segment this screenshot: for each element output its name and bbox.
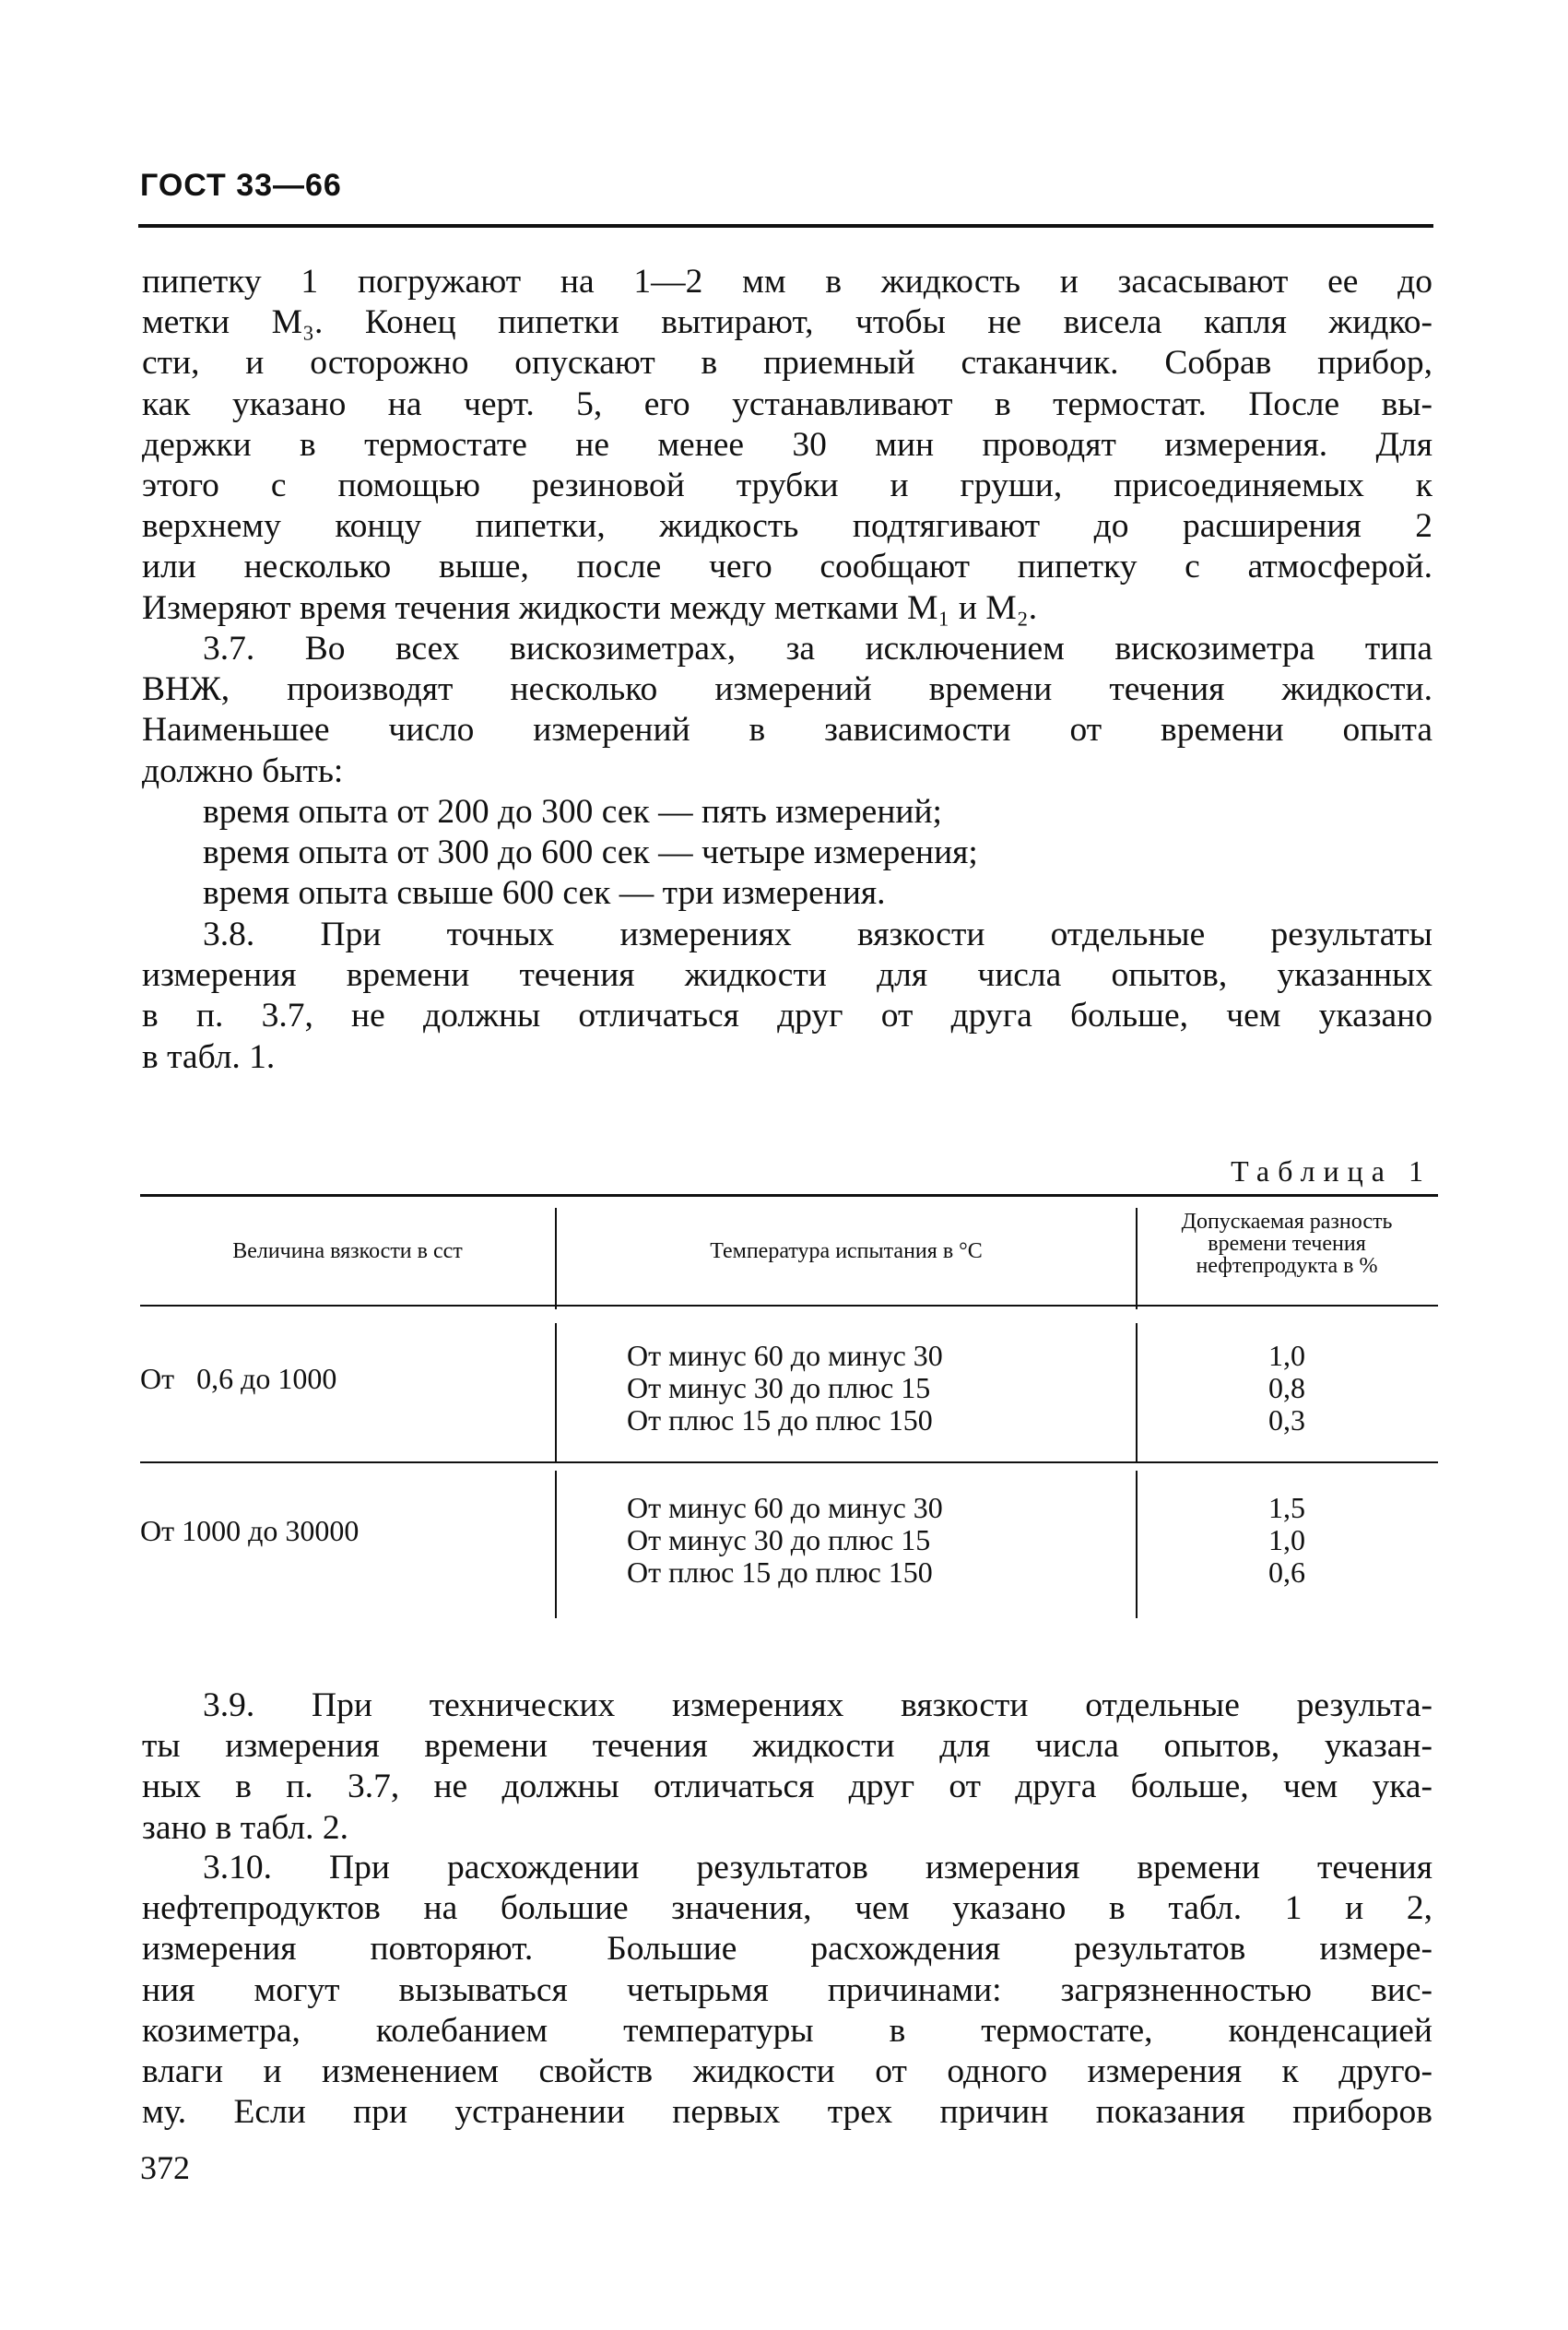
text-line: в п. 3.7, не должны отличаться друг от друга больше, чем указано <box>142 997 1432 1035</box>
list-item: время опыта от 200 до 300 сек — пять измерений; <box>203 792 942 831</box>
temperature-range: От минус 60 до минус 30 <box>627 1339 943 1372</box>
table-cell-temperature <box>627 1492 1125 1589</box>
difference-value: 1,0 <box>1268 1523 1305 1556</box>
table-cell-difference <box>1141 1492 1432 1589</box>
table-cell-viscosity: От 0,6 до 1000 <box>140 1362 337 1395</box>
text-line: метки M₃. Конец пипетки вытирают, чтобы не висела капля жидко- <box>142 303 1432 342</box>
text-line: или несколько выше, после чего сообщают пипетку с атмосферой. <box>142 548 1432 586</box>
table-cell-temperature <box>627 1340 1125 1437</box>
text-line: Наименьшее число измерений в зависимости от времени опыта <box>142 711 1432 750</box>
table-1 <box>140 1194 1438 1627</box>
text-line: в табл. 1. <box>142 1037 276 1076</box>
document-header: ГОСТ 33—66 <box>140 168 342 203</box>
table-vline <box>555 1323 557 1461</box>
header-rule <box>138 224 1433 228</box>
text-line: ВНЖ, производят несколько измерений времени течения жидкости. <box>142 670 1432 709</box>
text-line: этого с помощью резиновой трубки и груши, присоединяемых к <box>142 467 1432 505</box>
text-line: измерения времени течения жидкости для числа опытов, указанных <box>142 956 1432 995</box>
text-line: ты измерения времени течения жидкости для числа опытов, указан- <box>142 1727 1432 1766</box>
difference-value: 1,5 <box>1268 1491 1305 1524</box>
text-line: зано в табл. 2. <box>142 1808 348 1847</box>
list-item: время опыта от 300 до 600 сек — четыре измерения; <box>203 834 978 872</box>
temperature-range: От минус 30 до плюс 15 <box>627 1523 931 1556</box>
table-vline <box>1136 1323 1138 1461</box>
text-line: сти, и осторожно опускают в приемный стаканчик. Собрав прибор, <box>142 344 1432 383</box>
text-line: влаги и изменением свойств жидкости от одного измерения к друго- <box>142 2052 1432 2091</box>
temperature-range: От минус 60 до минус 30 <box>627 1491 943 1524</box>
difference-value: 0,3 <box>1268 1403 1305 1437</box>
section-3-7 <box>142 629 1432 914</box>
temperature-range: От плюс 15 до плюс 150 <box>627 1555 933 1589</box>
text-line: 3.8. При точных измерениях вязкости отдельные результаты <box>203 916 1432 953</box>
text-line: ных в п. 3.7, не должны отличаться друг от друга больше, чем ука- <box>142 1768 1432 1806</box>
text-line: ния могут вызываться четырьмя причинами: загрязненностью вис- <box>142 1970 1432 2009</box>
table-header-difference: Допускаемая разность времени течения нефтепродукта в % <box>1181 1210 1393 1278</box>
table-vline <box>1136 1208 1138 1309</box>
difference-value: 0,8 <box>1268 1371 1305 1404</box>
text-line: измерения повторяют. Большие расхождения результатов измере- <box>142 1930 1432 1969</box>
temperature-range: От плюс 15 до плюс 150 <box>627 1403 933 1437</box>
text-line: 3.9. При технических измерениях вязкости отдельные результа- <box>203 1686 1432 1724</box>
section-3-8 <box>142 915 1432 1078</box>
difference-value: 1,0 <box>1268 1339 1305 1372</box>
table-title: Таблица 1 <box>1231 1154 1432 1188</box>
table-top-rule <box>140 1194 1438 1197</box>
table-vline <box>555 1471 557 1618</box>
paragraph-top <box>142 262 1432 629</box>
table-header-viscosity: Величина вязкости в сст <box>232 1239 463 1263</box>
difference-value: 0,6 <box>1268 1555 1305 1589</box>
temperature-range: От минус 30 до плюс 15 <box>627 1371 931 1404</box>
text-line: 3.10. При расхождении результатов измерения времени течения <box>203 1849 1432 1886</box>
table-header-temperature: Температура испытания в °С <box>710 1239 983 1263</box>
table-cell-difference <box>1141 1340 1432 1437</box>
table-row-rule <box>140 1461 1438 1463</box>
table-vline <box>1136 1471 1138 1618</box>
text-line: пипетку 1 погружают на 1—2 мм в жидкость и засасывают ее до <box>142 263 1432 301</box>
text-line: как указано на черт. 5, его устанавливают в термостат. После вы- <box>142 384 1432 423</box>
table-cell-viscosity: От 1000 до 30000 <box>140 1514 360 1547</box>
text-line: му. Если при устранении первых трех причин показания приборов <box>142 2093 1432 2132</box>
text-line: нефтепродуктов на большие значения, чем указано в табл. 1 и 2, <box>142 1889 1432 1928</box>
text-line: Измеряют время течения жидкости между метками M₁ и M₂. <box>142 588 1038 627</box>
list-item: время опыта свыше 600 сек — три измерения. <box>203 874 886 913</box>
section-3-10 <box>142 1848 1432 2133</box>
section-3-9 <box>142 1685 1432 1849</box>
table-header-rule <box>140 1305 1438 1307</box>
text-line: 3.7. Во всех вискозиметрах, за исключением вискозиметра типа <box>203 630 1432 668</box>
text-line: козиметра, колебанием температуры в термостате, конденсацией <box>142 2011 1432 2050</box>
page-number: 372 <box>140 2149 190 2186</box>
text-line: верхнему концу пипетки, жидкость подтягивают до расширения 2 <box>142 507 1432 546</box>
text-line: должно быть: <box>142 751 344 790</box>
text-line: держки в термостате не менее 30 мин проводят измерения. Для <box>142 425 1432 464</box>
